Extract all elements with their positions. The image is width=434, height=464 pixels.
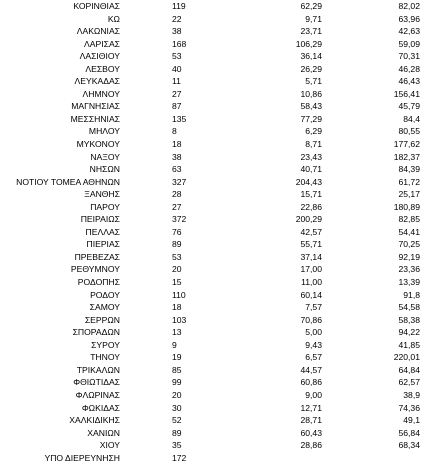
region-name-cell: ΤΗΝΟΥ — [90, 352, 120, 363]
rate-cell: 44,57 — [300, 364, 322, 375]
rate-cell: 9,00 — [305, 389, 322, 400]
change-percent-cell: 82,85 — [398, 214, 420, 225]
case-count-cell: 27 — [172, 201, 182, 212]
change-percent-cell: 59,09 — [398, 38, 420, 49]
case-count-cell: 87 — [172, 101, 182, 112]
rate-cell: 28,71 — [300, 415, 322, 426]
table-row — [0, 414, 434, 427]
case-count-cell: 18 — [172, 139, 182, 150]
case-count-cell: 327 — [172, 176, 187, 187]
case-count-cell: 38 — [172, 151, 182, 162]
rate-cell: 70,86 — [300, 314, 322, 325]
region-name-cell: ΠΕΙΡΑΙΩΣ — [80, 214, 120, 225]
table-row — [0, 75, 434, 88]
table-row — [0, 263, 434, 276]
case-count-cell: 372 — [172, 214, 187, 225]
case-count-cell: 168 — [172, 38, 187, 49]
table-row — [0, 364, 434, 377]
rate-cell: 22,86 — [300, 201, 322, 212]
case-count-cell: 76 — [172, 226, 182, 237]
region-name-cell: ΜΕΣΣΗΝΙΑΣ — [70, 113, 120, 124]
rate-cell: 40,71 — [300, 164, 322, 175]
table-row — [0, 402, 434, 415]
table-row — [0, 25, 434, 38]
change-percent-cell: 49,1 — [403, 415, 420, 426]
table-row — [0, 188, 434, 201]
case-count-cell: 89 — [172, 427, 182, 438]
region-name-cell: ΧΙΟΥ — [99, 440, 120, 451]
region-name-cell: ΜΥΚΟΝΟΥ — [76, 139, 120, 150]
case-count-cell: 19 — [172, 352, 182, 363]
change-percent-cell: 92,19 — [398, 251, 420, 262]
table-row — [0, 427, 434, 440]
region-name-cell: ΧΑΝΙΩΝ — [87, 427, 120, 438]
change-percent-cell: 63,96 — [398, 13, 420, 24]
region-name-cell: ΠΑΡΟΥ — [90, 201, 120, 212]
table-row — [0, 276, 434, 289]
change-percent-cell: 25,17 — [398, 189, 420, 200]
rate-cell: 10,86 — [300, 88, 322, 99]
change-percent-cell: 64,84 — [398, 364, 420, 375]
case-count-cell: 119 — [172, 1, 186, 11]
region-name-cell: ΝΗΣΩΝ — [89, 164, 120, 175]
rate-cell: 42,57 — [300, 226, 322, 237]
rate-cell: 7,57 — [305, 302, 322, 313]
change-percent-cell: 156,41 — [393, 88, 420, 99]
table-row — [0, 439, 434, 452]
table-row — [0, 38, 434, 51]
change-percent-cell: 68,34 — [398, 440, 420, 451]
case-count-cell: 11 — [172, 76, 181, 87]
rate-cell: 12,71 — [300, 402, 322, 413]
table-row — [0, 226, 434, 239]
case-count-cell: 30 — [172, 402, 182, 413]
table-row — [0, 389, 434, 402]
change-percent-cell: 94,22 — [398, 327, 420, 338]
rate-cell: 15,71 — [300, 189, 322, 200]
region-name-cell: ΛΑΡΙΣΑΣ — [84, 38, 120, 49]
change-percent-cell: 91,8 — [403, 289, 420, 300]
region-name-cell: ΛΑΣΙΘΙΟΥ — [79, 51, 120, 62]
region-name-cell: ΠΕΛΛΑΣ — [85, 226, 120, 237]
rate-cell: 28,86 — [300, 440, 322, 451]
change-percent-cell: 38,9 — [403, 389, 420, 400]
region-name-cell: ΣΕΡΡΩΝ — [84, 314, 120, 325]
region-name-cell: ΤΡΙΚΑΛΩΝ — [76, 364, 120, 375]
case-count-cell: 52 — [172, 415, 182, 426]
change-percent-cell: 70,31 — [398, 51, 420, 62]
change-percent-cell: 46,28 — [398, 63, 420, 74]
region-name-cell: ΝΑΞΟΥ — [90, 151, 120, 162]
region-name-cell: ΜΑΓΝΗΣΙΑΣ — [71, 101, 120, 112]
table-row — [0, 176, 434, 189]
table-row — [0, 113, 434, 126]
rate-cell: 5,71 — [305, 76, 322, 87]
table-row — [0, 289, 434, 302]
change-percent-cell: 46,43 — [398, 76, 420, 87]
change-percent-cell: 54,58 — [398, 302, 420, 313]
table-row — [0, 213, 434, 226]
change-percent-cell: 62,57 — [398, 377, 420, 388]
region-name-cell: ΛΑΚΩΝΙΑΣ — [76, 26, 120, 37]
table-row — [0, 238, 434, 251]
region-name-cell: ΣΠΟΡΑΔΩΝ — [72, 327, 120, 338]
region-name-cell: ΡΕΘΥΜΝΟΥ — [70, 264, 120, 275]
case-count-cell: 38 — [172, 26, 182, 37]
region-name-cell: ΚΩ — [107, 13, 120, 24]
rate-cell: 37,14 — [300, 251, 322, 262]
table-row — [0, 339, 434, 352]
case-count-cell: 40 — [172, 63, 182, 74]
case-count-cell: 103 — [172, 314, 187, 325]
change-percent-cell: 13,39 — [398, 277, 420, 288]
region-name-cell: ΠΙΕΡΙΑΣ — [86, 239, 120, 250]
case-count-cell: 99 — [172, 377, 182, 388]
change-percent-cell: 74,36 — [398, 402, 420, 413]
rate-cell: 26,29 — [300, 63, 322, 74]
rate-cell: 77,29 — [300, 113, 322, 124]
rate-cell: 9,71 — [305, 13, 322, 24]
change-percent-cell: 61,72 — [398, 176, 420, 187]
table-row — [0, 138, 434, 151]
rate-cell: 23,43 — [300, 151, 322, 162]
table-row — [0, 201, 434, 214]
region-name-cell: ΦΘΙΩΤΙΔΑΣ — [73, 377, 120, 388]
case-count-cell: 85 — [172, 364, 182, 375]
table-row — [0, 100, 434, 113]
case-count-cell: 135 — [172, 113, 187, 124]
case-count-cell: 9 — [172, 339, 177, 350]
case-count-cell: 13 — [172, 327, 182, 338]
rate-cell: 106,29 — [295, 38, 322, 49]
rate-cell: 60,43 — [300, 427, 322, 438]
change-percent-cell: 182,37 — [393, 151, 420, 162]
region-name-cell: ΣΥΡΟΥ — [91, 339, 120, 350]
change-percent-cell: 42,63 — [398, 26, 420, 37]
change-percent-cell: 41,85 — [398, 339, 420, 350]
rate-cell: 60,86 — [300, 377, 322, 388]
region-name-cell: ΛΕΣΒΟΥ — [85, 63, 120, 74]
rate-cell: 8,71 — [305, 139, 322, 150]
table-row — [0, 88, 434, 101]
rate-cell: 204,43 — [295, 176, 322, 187]
rate-cell: 58,43 — [300, 101, 322, 112]
change-percent-cell: 80,55 — [398, 126, 420, 137]
case-count-cell: 18 — [172, 302, 182, 313]
table-row — [0, 63, 434, 76]
case-count-cell: 89 — [172, 239, 182, 250]
change-percent-cell: 58,38 — [398, 314, 420, 325]
region-name-cell: ΡΟΔΟΥ — [90, 289, 120, 300]
case-count-cell: 35 — [172, 440, 182, 451]
case-count-cell: 172 — [172, 452, 187, 463]
change-percent-cell: 82,02 — [398, 1, 420, 11]
case-count-cell: 53 — [172, 51, 182, 62]
region-name-cell: ΝΟΤΙΟΥ ΤΟΜΕΑ ΑΘΗΝΩΝ — [16, 176, 120, 187]
change-percent-cell: 56,84 — [398, 427, 420, 438]
rate-cell: 55,71 — [300, 239, 322, 250]
change-percent-cell: 70,25 — [398, 239, 420, 250]
region-name-cell: ΧΑΛΚΙΔΙΚΗΣ — [69, 415, 120, 426]
table-row — [0, 163, 434, 176]
rate-cell: 6,57 — [305, 352, 322, 363]
table-row — [0, 50, 434, 63]
rate-cell: 60,14 — [300, 289, 322, 300]
rate-cell: 5,00 — [305, 327, 322, 338]
table-row — [0, 13, 434, 26]
rate-cell: 6,29 — [305, 126, 322, 137]
region-name-cell: ΚΟΡΙΝΘΙΑΣ — [73, 1, 120, 11]
change-percent-cell: 84,4 — [403, 113, 420, 124]
case-count-cell: 22 — [172, 13, 182, 24]
table-row — [0, 251, 434, 264]
rate-cell: 62,29 — [300, 1, 322, 11]
change-percent-cell: 84,39 — [398, 164, 420, 175]
case-count-cell: 20 — [172, 264, 182, 275]
table-row — [0, 376, 434, 389]
change-percent-cell: 54,41 — [398, 226, 420, 237]
table-row — [0, 452, 434, 464]
change-percent-cell: 23,36 — [398, 264, 420, 275]
rate-cell: 200,29 — [295, 214, 322, 225]
change-percent-cell: 180,89 — [393, 201, 420, 212]
table-row — [0, 125, 434, 138]
region-name-cell: ΜΗΛΟΥ — [88, 126, 120, 137]
change-percent-cell: 45,79 — [398, 101, 420, 112]
rate-cell: 9,43 — [305, 339, 322, 350]
region-name-cell: ΡΟΔΟΠΗΣ — [77, 277, 120, 288]
table-row — [0, 301, 434, 314]
case-count-cell: 28 — [172, 189, 182, 200]
case-count-cell: 63 — [172, 164, 182, 175]
case-count-cell: 15 — [172, 277, 182, 288]
case-count-cell: 8 — [172, 126, 177, 137]
region-name-cell: ΠΡΕΒΕΖΑΣ — [74, 251, 120, 262]
change-percent-cell: 177,62 — [393, 139, 420, 150]
table-row — [0, 151, 434, 164]
case-count-cell: 110 — [172, 289, 186, 300]
region-name-cell: ΛΗΜΝΟΥ — [82, 88, 120, 99]
rate-cell: 17,00 — [300, 264, 322, 275]
region-name-cell: ΞΑΝΘΗΣ — [84, 189, 120, 200]
table-row — [0, 314, 434, 327]
region-name-cell: ΛΕΥΚΑΔΑΣ — [74, 76, 120, 87]
case-count-cell: 20 — [172, 389, 182, 400]
table-row — [0, 0, 434, 13]
change-percent-cell: 220,01 — [393, 352, 420, 363]
rate-cell: 36,14 — [300, 51, 322, 62]
region-name-cell: ΦΩΚΙΔΑΣ — [81, 402, 120, 413]
case-count-cell: 27 — [172, 88, 182, 99]
rate-cell: 23,71 — [300, 26, 322, 37]
region-name-cell: ΦΛΩΡΙΝΑΣ — [75, 389, 120, 400]
case-count-cell: 53 — [172, 251, 182, 262]
table-row — [0, 351, 434, 364]
region-name-cell: ΣΑΜΟΥ — [89, 302, 120, 313]
rate-cell: 11,00 — [301, 277, 322, 288]
region-name-cell: ΥΠΟ ΔΙΕΡΕΥΝΗΣΗ — [44, 452, 120, 463]
table-row — [0, 326, 434, 339]
